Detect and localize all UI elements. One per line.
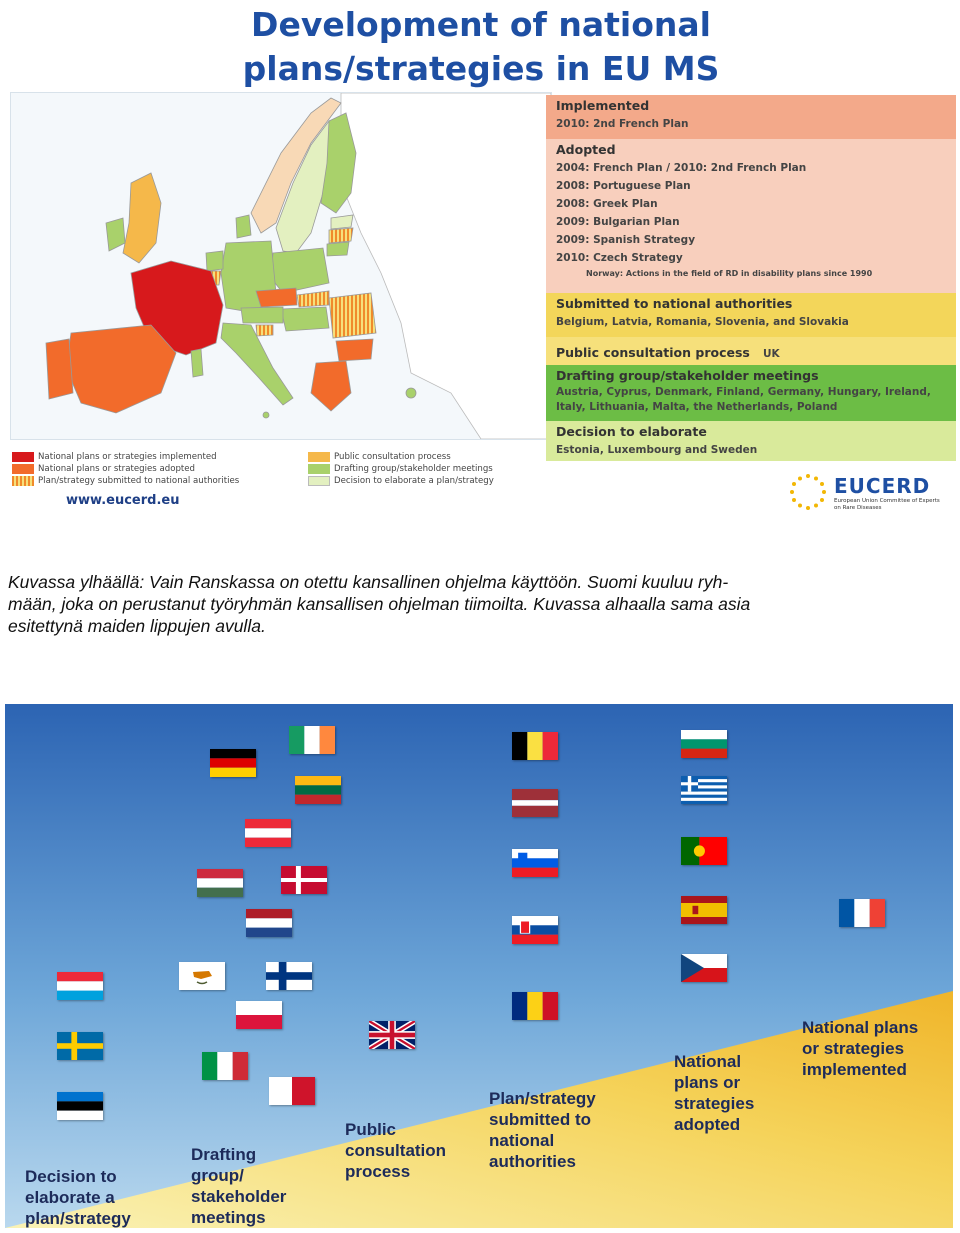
- cyprus-flag: [179, 962, 225, 990]
- legend-drafting-line: Italy, Lithuania, Malta, the Netherlands, Poland: [556, 401, 838, 413]
- netherlands-shape: [206, 251, 223, 271]
- eucerd-name: EUCERD: [834, 474, 931, 498]
- map-legend-label: National plans or strategies implemented: [38, 452, 217, 462]
- map-legend-item: [308, 464, 493, 475]
- malta-shape: [263, 412, 269, 418]
- hungary-shape: [281, 307, 329, 331]
- caption-line: Kuvassa ylhäällä: Vain Ranskassa on otettu kansallinen ohjelma käyttöön. Suomi kuuluu ryh-: [8, 572, 729, 592]
- uk-flag: [369, 1021, 415, 1049]
- czech-flag: [681, 954, 727, 982]
- sweden-flag: [57, 1032, 103, 1060]
- legend-swatch: [308, 464, 330, 474]
- slovakia-flag: [512, 916, 558, 944]
- spain-flag: [681, 896, 727, 924]
- flags-poster: [5, 704, 953, 1228]
- caption: [8, 571, 953, 637]
- legend-swatch: [308, 476, 330, 486]
- legend-swatch: [12, 464, 34, 474]
- netherlands-flag: [246, 909, 292, 937]
- legend-adopted-line: 2008: Portuguese Plan: [556, 180, 691, 192]
- ireland-flag: [289, 726, 335, 754]
- legend-drafting: [546, 365, 956, 421]
- map-legend-label: Plan/strategy submitted to national authorities: [38, 476, 240, 486]
- legend-implemented-head: Implemented: [556, 98, 650, 113]
- estonia-flag: [57, 1092, 103, 1120]
- latvia-shape: [329, 228, 353, 243]
- bulgaria-flag: [681, 730, 727, 758]
- latvia-flag: [512, 789, 558, 817]
- legend-adopted-line: 2010: Czech Strategy: [556, 252, 683, 264]
- poland-flag: [236, 1001, 282, 1029]
- legend-adopted-line: 2009: Spanish Strategy: [556, 234, 696, 246]
- map-legend-item: [12, 452, 217, 463]
- legend-public: [546, 337, 956, 365]
- legend-submitted-head: Submitted to national authorities: [556, 296, 793, 311]
- sardinia-shape: [191, 349, 203, 377]
- europe-map-svg: [11, 93, 551, 439]
- finland-flag: [266, 962, 312, 990]
- portugal-shape: [46, 339, 73, 399]
- eucerd-subtitle: European Union Committee of Experts on Rare Diseases: [834, 498, 940, 511]
- legend-implemented: [546, 95, 956, 139]
- denmark-shape: [236, 215, 251, 238]
- category-adopted-label: National plans or strategies adopted: [674, 1052, 755, 1134]
- legend-drafting-head: Drafting group/stakeholder meetings: [556, 368, 819, 383]
- legend-submitted: [546, 293, 956, 337]
- denmark-flag: [281, 866, 327, 894]
- bulgaria-shape: [336, 339, 373, 361]
- category-decision-label: Decision to elaborate a plan/strategy: [25, 1167, 131, 1228]
- legend-swatch: [308, 452, 330, 462]
- legend-drafting-line: Austria, Cyprus, Denmark, Finland, Germany, Hungary, Ireland,: [556, 386, 931, 398]
- map-legend-label: Decision to elaborate a plan/strategy: [334, 476, 494, 486]
- legend-public-head: Public consultation process: [556, 345, 750, 360]
- map-legend-item: [12, 464, 195, 475]
- caption-line: mään, joka on perustanut työryhmän kansallisen ohjelman tiimoilta. Kuvassa alhaalla sama asia: [8, 594, 751, 614]
- legend-adopted: [546, 139, 956, 293]
- map-legend-item: [308, 452, 451, 463]
- legend-submitted-line: Belgium, Latvia, Romania, Slovenia, and Slovakia: [556, 316, 849, 328]
- legend-adopted-note: Norway: Actions in the field of RD in disability plans since 1990: [586, 269, 873, 278]
- top-poster: [8, 0, 954, 518]
- eu-stars-icon: [788, 472, 828, 512]
- flags-poster-background: [5, 704, 953, 1228]
- legend-decision-line: Estonia, Luxembourg and Sweden: [556, 444, 758, 456]
- caption-line: esitettynä maiden lippujen avulla.: [8, 616, 266, 636]
- legend-adopted-line: 2004: French Plan / 2010: 2nd French Plan: [556, 162, 807, 174]
- category-public-label: Public consultation process: [345, 1120, 447, 1181]
- slovenia-shape: [256, 325, 273, 336]
- poster-title-line1: Development of national: [251, 5, 711, 44]
- italy-flag: [202, 1052, 248, 1080]
- portugal-flag: [681, 837, 727, 865]
- category-submitted-label: Plan/strategy submitted to national authorities: [489, 1089, 596, 1171]
- legend-adopted-head: Adopted: [556, 142, 616, 157]
- eucerd-logo: [788, 470, 948, 516]
- legend-swatch: [12, 476, 34, 486]
- czech-shape: [256, 288, 297, 307]
- map-legend-item: [308, 476, 494, 487]
- belgium-flag: [512, 732, 558, 760]
- greece-flag: [681, 776, 727, 804]
- poster-title: [8, 0, 954, 94]
- legend-decision: [546, 421, 956, 461]
- legend-adopted-line: 2008: Greek Plan: [556, 198, 658, 210]
- europe-map: [10, 92, 552, 440]
- germany-flag: [210, 749, 256, 777]
- slovenia-flag: [512, 849, 558, 877]
- romania-flag: [512, 992, 558, 1020]
- map-legend-label: Drafting group/stakeholder meetings: [334, 464, 493, 474]
- map-legend-label: National plans or strategies adopted: [38, 464, 196, 474]
- map-legend: [10, 452, 550, 496]
- hungary-flag: [197, 869, 243, 897]
- lithuania-shape: [327, 242, 349, 256]
- lithuania-flag: [295, 776, 341, 804]
- map-legend-label: Public consultation process: [334, 452, 451, 462]
- legend-swatch: [12, 452, 34, 462]
- malta-flag: [269, 1077, 315, 1105]
- legend-decision-head: Decision to elaborate: [556, 424, 707, 439]
- cyprus-shape: [406, 388, 416, 398]
- legend-panel: [546, 95, 956, 460]
- austria-shape: [241, 307, 283, 323]
- austria-flag: [245, 819, 291, 847]
- france-flag: [839, 899, 885, 927]
- luxembourg-flag: [57, 972, 103, 1000]
- poster-url: www.eucerd.eu: [66, 493, 180, 508]
- category-implemented-label: National plans or strategies implemented: [802, 1018, 919, 1079]
- romania-shape: [329, 293, 376, 338]
- legend-implemented-line: 2010: 2nd French Plan: [556, 118, 689, 130]
- legend-adopted-line: 2009: Bulgarian Plan: [556, 216, 680, 228]
- category-drafting-label: Drafting group/ stakeholder meetings: [191, 1145, 287, 1227]
- poster-title-line2: plans/strategies in EU MS: [242, 49, 720, 88]
- map-legend-item: [12, 476, 239, 487]
- legend-public-line: UK: [762, 348, 780, 360]
